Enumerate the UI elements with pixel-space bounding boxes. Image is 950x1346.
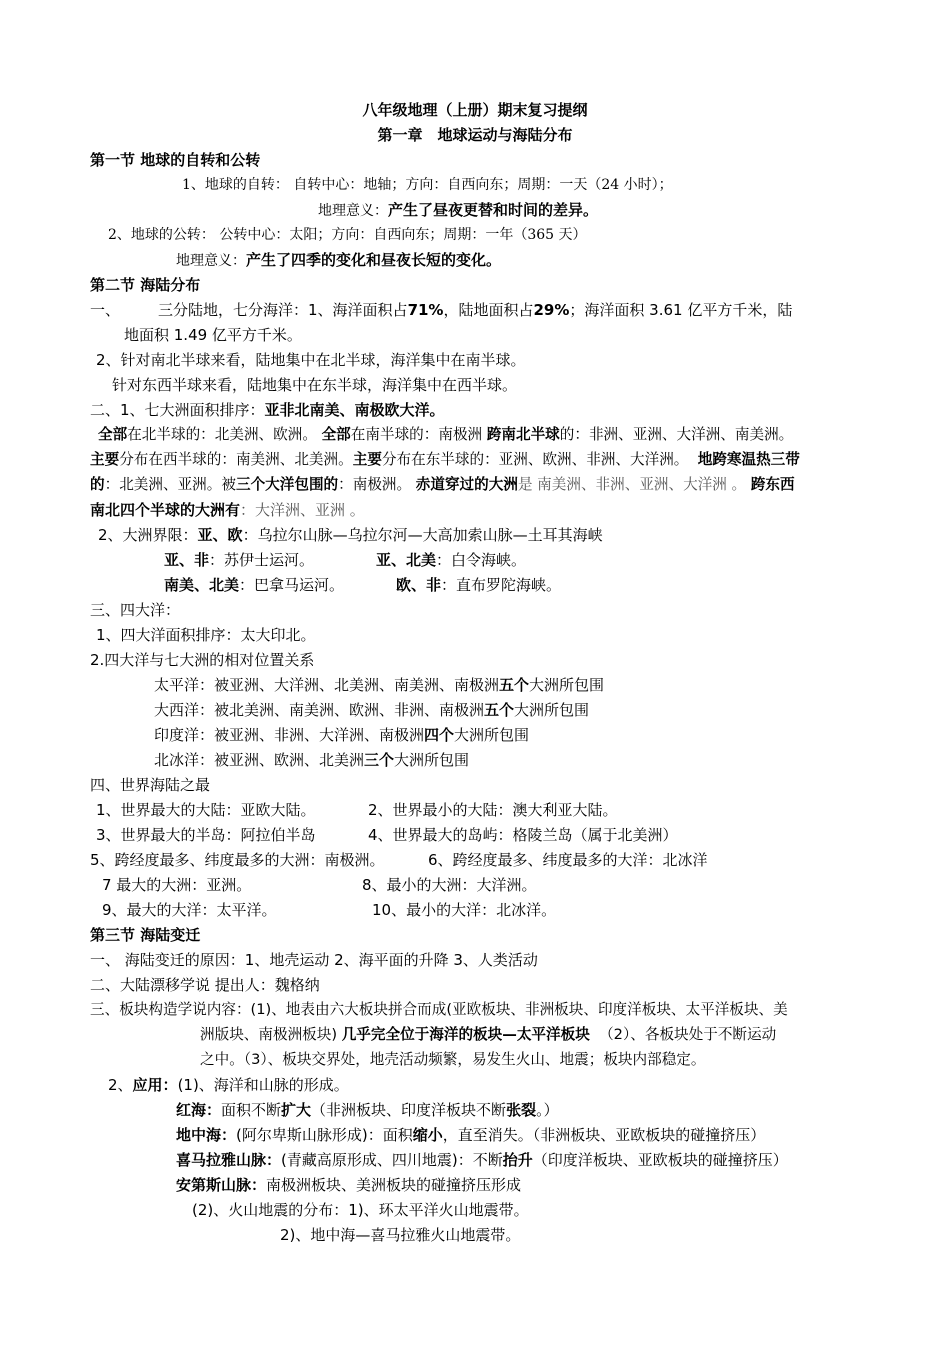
- plain-text: 。）: [536, 1101, 559, 1119]
- continent-ranking-value: 亚非北南美、南极欧大洋。: [264, 401, 445, 419]
- revolution-meaning: [176, 248, 501, 272]
- red-sea: [176, 1098, 559, 1122]
- plain-text: （2）、各板块处于不断运动: [599, 1026, 777, 1043]
- bold-term: 地中海：: [176, 1126, 237, 1144]
- plain-text: ：苏伊士运河。: [209, 551, 315, 569]
- revolution-line: 2、地球的公转： 公转中心：太阳；方向：自西向东；周期：一年（365 天）: [108, 227, 587, 243]
- land-sea-text: 三分陆地，七分海洋：1、海洋面积占: [158, 301, 408, 319]
- plain-text: （印度洋板块、亚欧板块的碰撞挤压）: [532, 1151, 788, 1169]
- record-3: 3、世界最大的半岛：阿拉伯半岛: [96, 826, 316, 844]
- plain-text: 在北半球的：北美洲、欧洲。: [127, 426, 317, 443]
- bold-term: 四个: [424, 726, 455, 744]
- hemisphere-ns: 2、针对南北半球来看，陆地集中在北半球，海洋集中在南半球。: [96, 351, 526, 369]
- plain-text: 2、大洲界限：: [98, 526, 198, 544]
- bold-term: 抬升: [502, 1151, 533, 1169]
- plain-text: 洲版块、南极洲板块): [200, 1026, 338, 1043]
- boundary-americas: [164, 573, 344, 597]
- continent-hemisphere-3: [90, 473, 795, 497]
- plate-theory-1: 三、板块构造学说内容：(1)、地表由六大板块拼合而成(亚欧板块、非洲板块、印度洋板块、太平洋板块、美: [90, 1001, 788, 1018]
- plain-text: 大洲所包围: [454, 726, 530, 744]
- plain-text: 在南半球的：南极洲: [350, 426, 483, 443]
- land-sea-line-1: [90, 298, 792, 322]
- section-1-heading: 第一节 地球的自转和公转: [90, 151, 261, 169]
- plain-text: （非洲板块、印度洋板块不断: [311, 1101, 507, 1119]
- rotation-meaning: [318, 198, 598, 222]
- item-number: 一、: [90, 301, 121, 319]
- bold-term: 三个: [364, 751, 395, 769]
- record-1: 1、世界最大的大陆：亚欧大陆。: [96, 801, 316, 819]
- bold-term: 亚、北美: [376, 551, 437, 569]
- bold-term: 亚、欧: [197, 526, 243, 544]
- andes: [176, 1173, 521, 1197]
- bold-term: 地跨寒温热三带: [697, 451, 800, 468]
- ocean-arctic: [154, 748, 469, 772]
- bold-term: 张裂: [506, 1101, 537, 1119]
- ocean-relation-heading: 2.四大洋与七大洲的相对位置关系: [90, 651, 315, 669]
- rotation-meaning-label: 地理意义：: [318, 203, 388, 219]
- plain-text: 分布在东半球的：亚洲、欧洲、非洲、大洋洲。: [381, 451, 689, 468]
- plain-text: ：直布罗陀海峡。: [441, 576, 562, 594]
- change-causes: 一、 海陆变迁的原因：1、地壳运动 2、海平面的升降 3、人类活动: [90, 951, 538, 969]
- plain-text: ：北美洲、亚洲。被: [104, 476, 236, 493]
- plain-text: (1)、海洋和山脉的形成。: [177, 1076, 349, 1094]
- bold-term: 赤道穿过的大洲: [415, 476, 518, 493]
- revolution-meaning-text: 产生了四季的变化和昼夜长短的变化。: [246, 251, 502, 269]
- bold-term: 三个大洋包围的: [235, 476, 339, 493]
- oceans-heading: 三、四大洋：: [90, 601, 181, 619]
- chapter-title: 第一章 地球运动与海陆分布: [377, 126, 573, 144]
- continent-hemisphere-1: [98, 423, 793, 447]
- bold-term: 的: [90, 476, 105, 493]
- application-heading: [108, 1073, 349, 1097]
- bold-term: 全部: [98, 426, 128, 443]
- plain-text: 北冰洋：被亚洲、欧洲、北美洲: [154, 751, 365, 769]
- bold-term: 安第斯山脉：: [176, 1176, 267, 1194]
- plain-text: 是 南美洲、非洲、亚洲、大洋洲 。: [517, 476, 747, 493]
- plain-text: 印度洋：被亚洲、非洲、大洋洲、南极洲: [154, 726, 425, 744]
- continent-ranking-label: 二、1、七大洲面积排序：: [90, 401, 265, 419]
- bold-term: 缩小: [412, 1126, 443, 1144]
- continent-hemisphere-2: [90, 448, 800, 472]
- plain-text: 大洲所包围: [529, 676, 605, 694]
- bold-term: 主要: [352, 451, 382, 468]
- bold-term: 南北四个半球的大洲有: [90, 501, 241, 519]
- record-7: 7 最大的大洲：亚洲。: [102, 876, 252, 894]
- continental-drift: 二、大陆漂移学说 提出人：魏格纳: [90, 976, 320, 994]
- bold-term: 红海：: [176, 1101, 222, 1119]
- plain-text: ：南极洲。: [338, 476, 412, 493]
- plain-text: 分布在西半球的：南美洲、北美洲。: [119, 451, 353, 468]
- bold-term: 欧、非: [396, 576, 442, 594]
- land-sea-line-2: 地面积 1.49 亿平方千米。: [124, 326, 302, 344]
- bold-term: 扩大: [281, 1101, 312, 1119]
- plain-text: ：乌拉尔山脉—乌拉尔河—大高加索山脉—土耳其海峡: [242, 526, 603, 544]
- record-8: 8、最小的大洲：大洋洲。: [362, 876, 537, 894]
- himalayas: [176, 1148, 788, 1172]
- bold-term: 全部: [321, 426, 351, 443]
- bold-term: 南美、北美: [164, 576, 240, 594]
- bold-term: 五个: [484, 701, 515, 719]
- land-percent: 29%: [533, 301, 570, 319]
- continent-four-hemispheres: [90, 498, 365, 522]
- continent-ranking: [90, 398, 445, 422]
- ocean-percent: 71%: [407, 301, 444, 319]
- plain-text: ：巴拿马运河。: [239, 576, 345, 594]
- plain-text: 南极洲板块、美洲板块的碰撞挤压形成: [266, 1176, 522, 1194]
- bold-term: 喜马拉雅山脉：: [176, 1151, 282, 1169]
- record-5: 5、跨经度最多、纬度最多的大洲：南极洲。: [90, 851, 385, 869]
- plain-text: ：白令海峡。: [436, 551, 527, 569]
- volcano-distribution-2: 2)、地中海—喜马拉雅火山地震带。: [280, 1226, 521, 1244]
- boundary-europe-africa: [396, 573, 561, 597]
- land-sea-text: ，陆地面积占: [443, 301, 534, 319]
- ocean-indian: [154, 723, 529, 747]
- boundary-asia-namerica: [376, 548, 526, 572]
- record-4: 4、世界最大的岛屿：格陵兰岛（属于北美洲）: [368, 826, 678, 844]
- bold-term: 应用：: [132, 1076, 178, 1094]
- records-heading: 四、世界海陆之最: [90, 776, 211, 794]
- bold-term: 跨东西: [750, 476, 795, 493]
- section-3-heading: 第三节 海陆变迁: [90, 926, 201, 944]
- record-9: 9、最大的大洋：太平洋。: [102, 901, 277, 919]
- bold-term: 亚、非: [164, 551, 210, 569]
- plain-text: 太平洋：被亚洲、大洋洲、北美洲、南美洲、南极洲: [154, 676, 500, 694]
- plain-text: ，直至消失。（非洲板块、亚欧板块的碰撞挤压）: [442, 1126, 766, 1144]
- plain-text: (青藏高原形成、四川地震)：不断: [281, 1151, 503, 1169]
- document-title: 八年级地理（上册）期末复习提纲: [362, 101, 588, 119]
- bold-term: 五个: [499, 676, 530, 694]
- plate-theory-2: [200, 1023, 776, 1047]
- bold-term: 跨南北半球: [486, 426, 560, 443]
- plain-text: 大洲所包围: [514, 701, 590, 719]
- rotation-meaning-text: 产生了昼夜更替和时间的差异。: [388, 201, 599, 219]
- plate-theory-3: 之中。（3）、板块交界处，地壳活动频繁，易发生火山、地震；板块内部稳定。: [200, 1051, 706, 1068]
- bold-term: 几乎完全位于海洋的板块—太平洋板块: [341, 1026, 590, 1043]
- plain-text: (阿尔卑斯山脉形成)：面积: [236, 1126, 413, 1144]
- ocean-ranking: 1、四大洋面积排序：太大印北。: [96, 626, 316, 644]
- ocean-atlantic: [154, 698, 589, 722]
- revolution-meaning-label: 地理意义：: [176, 253, 246, 269]
- section-2-heading: 第二节 海陆分布: [90, 276, 201, 294]
- volcano-distribution-1: (2)、火山地震的分布：1)、环太平洋火山地震带。: [192, 1201, 529, 1219]
- plain-text: 大洲所包围: [394, 751, 470, 769]
- plain-text: ：大洋洲、亚洲 。: [240, 501, 365, 519]
- ocean-pacific: [154, 673, 604, 697]
- mediterranean-sea: [176, 1123, 765, 1147]
- hemisphere-ew: 针对东西半球来看，陆地集中在东半球，海洋集中在西半球。: [112, 376, 518, 394]
- plain-text: 大西洋：被北美洲、南美洲、欧洲、非洲、南极洲: [154, 701, 485, 719]
- plain-text: 面积不断: [221, 1101, 282, 1119]
- plain-text: 的：非洲、亚洲、大洋洲、南美洲。: [559, 426, 794, 443]
- bold-term: 主要: [90, 451, 120, 468]
- record-10: 10、最小的大洋：北冰洋。: [372, 901, 557, 919]
- land-sea-text: ；海洋面积 3.61 亿平方千米，陆: [569, 301, 793, 319]
- record-6: 6、跨经度最多、纬度最多的大洋：北冰洋: [428, 851, 708, 869]
- record-2: 2、世界最小的大陆：澳大利亚大陆。: [368, 801, 618, 819]
- boundary-asia-africa: [164, 548, 314, 572]
- rotation-line: 1、地球的自转： 自转中心：地轴；方向：自西向东；周期：一天（24 小时）；: [182, 177, 673, 193]
- plain-text: 2、: [108, 1076, 133, 1094]
- boundary-asia-europe: [98, 523, 603, 547]
